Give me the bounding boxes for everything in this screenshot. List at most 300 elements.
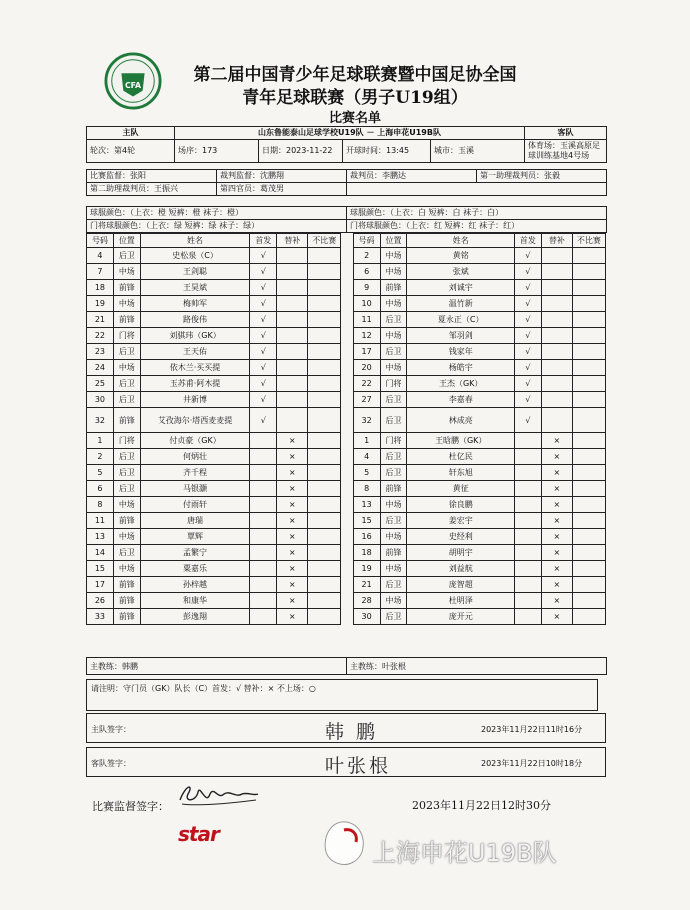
roster-away-starter (514, 545, 541, 561)
roster-gap (341, 497, 353, 513)
roster-away-position: 中场 (380, 264, 407, 280)
roster-home-number: 15 (87, 561, 114, 577)
roster-away-dnp (572, 497, 605, 513)
roster-away-position: 后卫 (380, 577, 407, 593)
roster-away-sub: × (541, 497, 572, 513)
roster-home-number: 8 (87, 497, 114, 513)
roster-home-starter (250, 433, 277, 449)
roster-home-number: 18 (87, 280, 114, 296)
roster-home-sub: × (277, 545, 308, 561)
roster-gap (341, 577, 353, 593)
table-row (87, 296, 606, 312)
table-row (87, 264, 606, 280)
roster-home-starter (250, 561, 277, 577)
roster-away-position: 中场 (380, 593, 407, 609)
roster-away-sub (541, 360, 572, 376)
roster-away-number: 9 (353, 280, 380, 296)
roster-home-dnp (308, 545, 341, 561)
roster-away-name: 胡明宇 (407, 545, 515, 561)
roster-header-cell: 不比赛 (572, 234, 605, 248)
roster-home-starter (250, 593, 277, 609)
roster-home-name: 付贞豪（GK） (140, 433, 250, 449)
home-gk-kit-cell: 门将球服颜色：（上衣：绿 短裤：绿 袜子：绿） (87, 220, 347, 233)
roster-away-sub: × (541, 433, 572, 449)
roster-home-position: 后卫 (113, 449, 140, 465)
roster-away-dnp (572, 465, 605, 481)
roster-home-sub (277, 360, 308, 376)
roster-home-starter: √ (250, 248, 277, 264)
away-signature-box (86, 747, 606, 777)
roster-away-dnp (572, 545, 605, 561)
roster-away-dnp (572, 312, 605, 328)
roster-home-position: 后卫 (113, 481, 140, 497)
round-cell: 轮次：第4轮 (87, 140, 175, 163)
roster-away-dnp (572, 449, 605, 465)
roster-home-name: 和康华 (140, 593, 250, 609)
roster-home-starter (250, 529, 277, 545)
roster-away-dnp (572, 529, 605, 545)
roster-away-position: 前锋 (380, 481, 407, 497)
roster-home-number: 14 (87, 545, 114, 561)
roster-away-dnp (572, 561, 605, 577)
roster-away-sub (541, 264, 572, 280)
roster-home-starter (250, 545, 277, 561)
roster-home-name: 王天佑 (140, 344, 250, 360)
roster-away-dnp (572, 593, 605, 609)
supervisor-signature-scribble (176, 780, 260, 810)
away-coach-cell: 主教练：叶张根 (347, 658, 607, 675)
roster-away-starter (514, 609, 541, 625)
roster-home-position: 中场 (113, 561, 140, 577)
roster-home-dnp (308, 408, 341, 433)
roster-home-name: 覃辉 (140, 529, 250, 545)
roster-home-sub: × (277, 465, 308, 481)
roster-away-name: 邹羽剑 (407, 328, 515, 344)
roster-away-position: 后卫 (380, 449, 407, 465)
table-row (87, 392, 606, 408)
roster-home-starter (250, 497, 277, 513)
roster-away-name: 黄征 (407, 481, 515, 497)
roster-home-starter: √ (250, 328, 277, 344)
roster-home-position: 中场 (113, 264, 140, 280)
roster-away-starter (514, 529, 541, 545)
roster-home-sub: × (277, 513, 308, 529)
roster-home-position: 中场 (113, 497, 140, 513)
home-signature-box (86, 713, 606, 743)
roster-away-number: 16 (353, 529, 380, 545)
roster-home-dnp (308, 593, 341, 609)
roster-gap (341, 280, 353, 296)
roster-table (86, 233, 606, 625)
roster-home-position: 前锋 (113, 408, 140, 433)
table-row (87, 561, 606, 577)
roster-away-position: 后卫 (380, 513, 407, 529)
title-line-3: 比赛名单 (328, 111, 381, 126)
roster-away-starter (514, 497, 541, 513)
roster-away-name: 杨皓宇 (407, 360, 515, 376)
home-team-label: 主队 (87, 127, 175, 140)
roster-away-name: 杜明泽 (407, 593, 515, 609)
roster-away-name: 史经利 (407, 529, 515, 545)
roster-gap (341, 433, 353, 449)
roster-home-starter (250, 609, 277, 625)
roster-away-sub: × (541, 593, 572, 609)
roster-home-position: 后卫 (113, 248, 140, 264)
roster-gap (341, 248, 353, 264)
ar1-cell: 第一助理裁判员：张毅 (477, 170, 607, 183)
roster-gap (341, 392, 353, 408)
roster-home-sub: × (277, 449, 308, 465)
roster-away-number: 22 (353, 376, 380, 392)
roster-away-sub (541, 312, 572, 328)
roster-away-number: 2 (353, 248, 380, 264)
roster-away-name: 王杰（GK） (407, 376, 515, 392)
roster-home-number: 32 (87, 408, 114, 433)
watermark-sheep-icon (318, 812, 370, 872)
roster-home-name: 刘骐玮（GK） (140, 328, 250, 344)
roster-home-dnp (308, 280, 341, 296)
roster-gap (341, 296, 353, 312)
roster-gap (341, 360, 353, 376)
roster-gap (341, 529, 353, 545)
roster-gap (341, 609, 353, 625)
roster-away-starter: √ (514, 264, 541, 280)
roster-home-position: 门将 (113, 433, 140, 449)
roster-away-position: 中场 (380, 296, 407, 312)
home-signature: 韩 鹏 (325, 721, 379, 743)
table-row (87, 248, 606, 264)
roster-away-position: 后卫 (380, 465, 407, 481)
roster-away-position: 中场 (380, 248, 407, 264)
roster-away-starter (514, 465, 541, 481)
table-row (87, 360, 606, 376)
supervisor-signature-time: 2023年11月22日12时30分 (412, 799, 551, 812)
roster-away-starter (514, 449, 541, 465)
roster-home-number: 19 (87, 296, 114, 312)
roster-home-number: 5 (87, 465, 114, 481)
roster-away-position: 后卫 (380, 408, 407, 433)
roster-away-dnp (572, 248, 605, 264)
roster-home-name: 齐千程 (140, 465, 250, 481)
roster-away-number: 20 (353, 360, 380, 376)
roster-away-number: 28 (353, 593, 380, 609)
roster-home-position: 后卫 (113, 465, 140, 481)
table-row (87, 481, 606, 497)
coach-table (86, 657, 607, 675)
kit-colors-table (86, 206, 607, 233)
roster-home-name: 何炳壮 (140, 449, 250, 465)
roster-home-sub: × (277, 609, 308, 625)
kickoff-cell: 开球时间：13:45 (343, 140, 431, 163)
roster-home-dnp (308, 513, 341, 529)
roster-away-sub (541, 280, 572, 296)
roster-away-starter: √ (514, 360, 541, 376)
roster-home-number: 33 (87, 609, 114, 625)
roster-home-sub (277, 296, 308, 312)
roster-away-sub (541, 328, 572, 344)
home-signature-time: 2023年11月22日11时16分 (481, 725, 583, 734)
roster-away-position: 前锋 (380, 280, 407, 296)
roster-away-position: 中场 (380, 360, 407, 376)
roster-gap (341, 513, 353, 529)
roster-away-dnp (572, 408, 605, 433)
roster-gap (341, 376, 353, 392)
roster-home-name: 粟嘉乐 (140, 561, 250, 577)
roster-home-dnp (308, 264, 341, 280)
roster-away-position: 后卫 (380, 344, 407, 360)
table-row (87, 408, 606, 433)
roster-home-starter (250, 513, 277, 529)
roster-header-cell: 不比赛 (308, 234, 341, 248)
roster-home-sub: × (277, 561, 308, 577)
roster-home-position: 前锋 (113, 609, 140, 625)
roster-away-starter (514, 561, 541, 577)
roster-away-name: 刘益航 (407, 561, 515, 577)
cfa-logo-icon (104, 52, 162, 110)
roster-home-dnp (308, 392, 341, 408)
roster-away-number: 1 (353, 433, 380, 449)
roster-home-name: 玉苏甫·阿木提 (140, 376, 250, 392)
roster-away-dnp (572, 376, 605, 392)
roster-away-dnp (572, 296, 605, 312)
roster-home-name: 王昊斌 (140, 280, 250, 296)
roster-home-dnp (308, 449, 341, 465)
roster-header-cell: 首发 (250, 234, 277, 248)
home-signature-label: 主队签字： (91, 725, 131, 734)
roster-home-starter: √ (250, 344, 277, 360)
home-coach-cell: 主教练：韩鹏 (87, 658, 347, 675)
roster-away-sub: × (541, 465, 572, 481)
roster-home-starter: √ (250, 376, 277, 392)
roster-home-dnp (308, 344, 341, 360)
table-row (87, 465, 606, 481)
roster-away-starter: √ (514, 248, 541, 264)
roster-away-dnp (572, 360, 605, 376)
roster-away-sub: × (541, 513, 572, 529)
roster-away-starter: √ (514, 376, 541, 392)
roster-away-starter: √ (514, 280, 541, 296)
roster-home-sub (277, 280, 308, 296)
roster-gap (341, 545, 353, 561)
roster-away-number: 8 (353, 481, 380, 497)
roster-away-name: 庞开元 (407, 609, 515, 625)
roster-away-dnp (572, 392, 605, 408)
roster-gap (341, 234, 353, 248)
roster-home-name: 史松泉（C） (140, 248, 250, 264)
roster-home-name: 孙梓越 (140, 577, 250, 593)
roster-home-position: 后卫 (113, 376, 140, 392)
roster-away-sub: × (541, 545, 572, 561)
roster-away-name: 夏永正（C） (407, 312, 515, 328)
roster-home-number: 22 (87, 328, 114, 344)
roster-home-position: 前锋 (113, 513, 140, 529)
roster-away-sub (541, 248, 572, 264)
roster-home-position: 后卫 (113, 545, 140, 561)
roster-away-dnp (572, 280, 605, 296)
away-signature-label: 客队签字： (91, 759, 131, 768)
table-row (87, 449, 606, 465)
roster-home-dnp (308, 296, 341, 312)
roster-away-number: 6 (353, 264, 380, 280)
roster-home-starter (250, 577, 277, 593)
roster-home-starter (250, 465, 277, 481)
roster-away-position: 中场 (380, 497, 407, 513)
roster-away-name: 黄铭 (407, 248, 515, 264)
roster-away-dnp (572, 609, 605, 625)
table-row (87, 280, 606, 296)
roster-away-name: 钱家年 (407, 344, 515, 360)
roster-home-name: 孟繁宁 (140, 545, 250, 561)
roster-home-number: 17 (87, 577, 114, 593)
table-row (87, 529, 606, 545)
roster-away-starter: √ (514, 328, 541, 344)
roster-home-name: 付雨轩 (140, 497, 250, 513)
roster-header-cell: 替补 (541, 234, 572, 248)
roster-home-sub: × (277, 577, 308, 593)
roster-home-starter (250, 481, 277, 497)
roster-home-sub (277, 376, 308, 392)
away-team-label: 客队 (525, 127, 607, 140)
roster-home-position: 前锋 (113, 593, 140, 609)
roster-home-number: 30 (87, 392, 114, 408)
roster-gap (341, 408, 353, 433)
roster-home-number: 1 (87, 433, 114, 449)
roster-home-name: 依木兰·买买提 (140, 360, 250, 376)
roster-home-dnp (308, 328, 341, 344)
roster-home-position: 后卫 (113, 344, 140, 360)
roster-away-number: 19 (353, 561, 380, 577)
table-row (87, 433, 606, 449)
roster-home-dnp (308, 376, 341, 392)
roster-home-dnp (308, 465, 341, 481)
roster-home-sub: × (277, 433, 308, 449)
roster-gap (341, 449, 353, 465)
roster-away-dnp (572, 513, 605, 529)
roster-home-number: 23 (87, 344, 114, 360)
roster-away-number: 15 (353, 513, 380, 529)
roster-home-sub: × (277, 529, 308, 545)
roster-away-sub: × (541, 577, 572, 593)
roster-away-position: 后卫 (380, 392, 407, 408)
roster-away-name: 李嘉春 (407, 392, 515, 408)
roster-away-sub: × (541, 561, 572, 577)
roster-away-name: 张斌 (407, 264, 515, 280)
roster-away-starter: √ (514, 312, 541, 328)
home-kit-cell: 球服颜色：（上衣：橙 短裤：橙 袜子：橙） (87, 207, 347, 220)
teams-title: 山东鲁能泰山足球学校U19队 － 上海申花U19B队 (175, 127, 525, 140)
roster-header-cell: 首发 (514, 234, 541, 248)
roster-away-name: 姜宏宇 (407, 513, 515, 529)
referee-cell: 裁判员：李鹏达 (347, 170, 477, 183)
away-signature: 叶张根 (325, 755, 392, 777)
officials-blank (347, 183, 607, 196)
match-info-table (86, 126, 607, 163)
roster-away-position: 门将 (380, 433, 407, 449)
away-gk-kit-cell: 门将球服颜色：（上衣：红 短裤：红 袜子：红） (347, 220, 607, 233)
roster-away-starter (514, 481, 541, 497)
roster-header-row (87, 234, 606, 248)
roster-home-starter: √ (250, 392, 277, 408)
supervisor-cell: 比赛监督：张阳 (87, 170, 217, 183)
roster-home-position: 中场 (113, 296, 140, 312)
table-row (87, 344, 606, 360)
city-cell: 城市：玉溪 (431, 140, 525, 163)
roster-away-starter (514, 593, 541, 609)
roster-away-position: 中场 (380, 328, 407, 344)
roster-header-cell: 号码 (353, 234, 380, 248)
roster-home-number: 4 (87, 248, 114, 264)
roster-home-starter: √ (250, 264, 277, 280)
fourth-official-cell: 第四官员：葛茂男 (217, 183, 347, 196)
roster-away-position: 前锋 (380, 545, 407, 561)
roster-away-position: 后卫 (380, 609, 407, 625)
roster-home-sub: × (277, 497, 308, 513)
roster-home-sub (277, 248, 308, 264)
roster-home-starter (250, 449, 277, 465)
table-row (87, 545, 606, 561)
table-row (87, 328, 606, 344)
roster-away-starter (514, 577, 541, 593)
roster-away-number: 32 (353, 408, 380, 433)
roster-home-number: 11 (87, 513, 114, 529)
roster-home-number: 21 (87, 312, 114, 328)
roster-away-sub: × (541, 449, 572, 465)
roster-away-position: 门将 (380, 376, 407, 392)
roster-away-dnp (572, 577, 605, 593)
legend-note: 请注明：守门员（GK）队长（C）首发：√ 替补：× 不上场：○ (86, 679, 598, 711)
roster-home-starter: √ (250, 312, 277, 328)
roster-home-number: 7 (87, 264, 114, 280)
roster-gap (341, 465, 353, 481)
roster-gap (341, 328, 353, 344)
roster-away-number: 11 (353, 312, 380, 328)
roster-away-starter: √ (514, 408, 541, 433)
roster-home-starter: √ (250, 296, 277, 312)
roster-home-name: 马银灏 (140, 481, 250, 497)
roster-home-dnp (308, 312, 341, 328)
roster-away-dnp (572, 344, 605, 360)
roster-home-sub (277, 344, 308, 360)
roster-away-sub (541, 344, 572, 360)
roster-home-sub: × (277, 593, 308, 609)
roster-home-dnp (308, 497, 341, 513)
roster-away-starter (514, 433, 541, 449)
roster-away-name: 徐良鹏 (407, 497, 515, 513)
roster-home-starter: √ (250, 408, 277, 433)
table-row (87, 609, 606, 625)
roster-home-name: 井新博 (140, 392, 250, 408)
roster-away-sub: × (541, 609, 572, 625)
roster-header-cell: 替补 (277, 234, 308, 248)
roster-home-position: 后卫 (113, 392, 140, 408)
roster-home-number: 13 (87, 529, 114, 545)
roster-away-number: 4 (353, 449, 380, 465)
roster-away-name: 王晗鹏（GK） (407, 433, 515, 449)
roster-away-name: 林成亮 (407, 408, 515, 433)
logo-text: CFA (124, 80, 142, 90)
supervisor-signature-label: 比赛监督签字： (92, 800, 169, 813)
roster-away-dnp (572, 433, 605, 449)
officials-table (86, 169, 607, 196)
roster-away-sub: × (541, 481, 572, 497)
away-kit-cell: 球服颜色：（上衣：白 短裤：白 袜子：白） (347, 207, 607, 220)
roster-home-dnp (308, 481, 341, 497)
roster-away-position: 中场 (380, 561, 407, 577)
roster-home-sub (277, 264, 308, 280)
roster-header-cell: 位置 (113, 234, 140, 248)
roster-home-sub (277, 408, 308, 433)
roster-gap (341, 344, 353, 360)
